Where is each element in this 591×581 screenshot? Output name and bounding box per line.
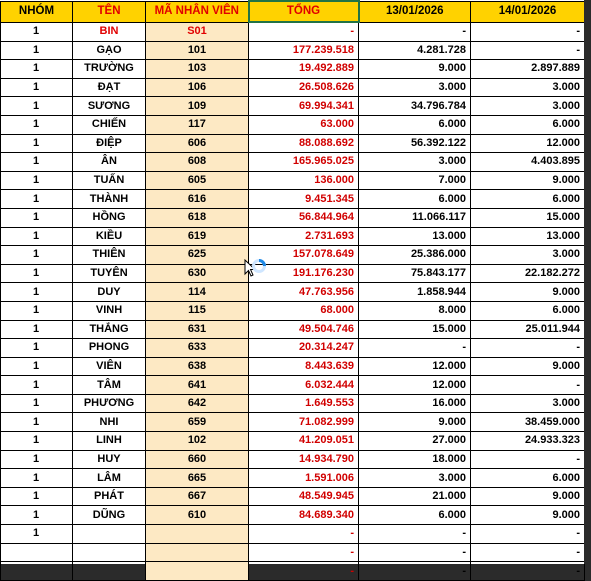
cell-ten[interactable]: VIÊN (73, 357, 146, 376)
cell-nhom[interactable]: 1 (1, 171, 73, 190)
cell-14-01[interactable]: - (471, 543, 585, 562)
cell-ma-nhan-vien[interactable] (146, 562, 249, 581)
cell-ten[interactable]: GẠO (73, 41, 146, 60)
cell-nhom[interactable]: 1 (1, 190, 73, 209)
cell-ma-nhan-vien[interactable]: 616 (146, 190, 249, 209)
cell-ten[interactable]: TÂM (73, 376, 146, 395)
header-tong[interactable]: TỔNG (249, 1, 359, 22)
header-ma-nhan-vien[interactable]: MÃ NHÂN VIÊN (146, 1, 249, 22)
table-row (1, 506, 585, 525)
cell-13-01[interactable]: 4.281.728 (359, 41, 471, 60)
cell-ten[interactable]: ÂN (73, 153, 146, 172)
cell-ma-nhan-vien[interactable]: 641 (146, 376, 249, 395)
cell-14-01[interactable]: - (471, 41, 585, 60)
cell-ten[interactable]: THIÊN (73, 246, 146, 265)
cell-tong[interactable]: 136.000 (249, 171, 359, 190)
cell-13-01[interactable]: 16.000 (359, 394, 471, 413)
cell-13-01[interactable]: 56.392.122 (359, 134, 471, 153)
cell-ma-nhan-vien[interactable]: 605 (146, 171, 249, 190)
table-row (1, 394, 585, 413)
cell-ma-nhan-vien[interactable]: 103 (146, 60, 249, 79)
table-row (1, 376, 585, 395)
cell-tong[interactable]: 56.844.964 (249, 208, 359, 227)
cell-ma-nhan-vien[interactable] (146, 543, 249, 562)
cell-ma-nhan-vien[interactable]: 638 (146, 357, 249, 376)
cell-nhom[interactable]: 1 (1, 339, 73, 358)
cell-14-01[interactable]: 9.000 (471, 506, 585, 525)
cell-ten[interactable] (73, 562, 146, 581)
cell-14-01[interactable]: - (471, 562, 585, 581)
cell-13-01[interactable]: - (359, 562, 471, 581)
cell-nhom[interactable]: 1 (1, 97, 73, 116)
cell-tong[interactable]: 26.508.626 (249, 78, 359, 97)
cell-nhom[interactable]: 1 (1, 525, 73, 544)
cell-ma-nhan-vien[interactable]: 619 (146, 227, 249, 246)
cell-14-01[interactable]: 6.000 (471, 469, 585, 488)
cell-13-01[interactable]: 75.843.177 (359, 264, 471, 283)
cell-nhom[interactable]: 1 (1, 301, 73, 320)
cell-14-01[interactable]: 2.897.889 (471, 60, 585, 79)
cell-tong[interactable]: 71.082.999 (249, 413, 359, 432)
table-row (1, 264, 585, 283)
cell-tong[interactable]: 20.314.247 (249, 339, 359, 358)
cell-ma-nhan-vien[interactable]: 630 (146, 264, 249, 283)
table-row (1, 413, 585, 432)
cell-tong[interactable]: 88.088.692 (249, 134, 359, 153)
cell-13-01[interactable]: 9.000 (359, 60, 471, 79)
cell-ten[interactable] (73, 525, 146, 544)
table-row (1, 469, 585, 488)
header-row (1, 1, 585, 22)
table-row (1, 487, 585, 506)
cell-tong[interactable]: 6.032.444 (249, 376, 359, 395)
cell-ten[interactable]: PHONG (73, 339, 146, 358)
cell-ten[interactable]: CHIẾN (73, 115, 146, 134)
cell-ma-nhan-vien[interactable]: 117 (146, 115, 249, 134)
cell-ma-nhan-vien[interactable]: 102 (146, 432, 249, 451)
cell-13-01[interactable]: 7.000 (359, 171, 471, 190)
table-row (1, 432, 585, 451)
cell-nhom[interactable]: 1 (1, 60, 73, 79)
cell-nhom[interactable] (1, 562, 73, 581)
cell-nhom[interactable]: 1 (1, 283, 73, 302)
cell-13-01[interactable]: 3.000 (359, 78, 471, 97)
cell-14-01[interactable]: - (471, 339, 585, 358)
cell-ma-nhan-vien[interactable]: 618 (146, 208, 249, 227)
cell-tong[interactable]: 191.176.230 (249, 264, 359, 283)
cell-ten[interactable]: VINH (73, 301, 146, 320)
table-row (1, 227, 585, 246)
cell-tong[interactable]: - (249, 22, 359, 41)
cell-nhom[interactable]: 1 (1, 208, 73, 227)
cell-ten[interactable]: TUYÊN (73, 264, 146, 283)
cell-nhom[interactable]: 1 (1, 450, 73, 469)
cell-tong[interactable]: 1.591.006 (249, 469, 359, 488)
cell-tong[interactable]: 177.239.518 (249, 41, 359, 60)
cell-nhom[interactable]: 1 (1, 376, 73, 395)
cell-tong[interactable]: 8.443.639 (249, 357, 359, 376)
cell-nhom[interactable]: 1 (1, 394, 73, 413)
cell-14-01[interactable]: - (471, 376, 585, 395)
cell-ten[interactable]: DŨNG (73, 506, 146, 525)
cell-nhom[interactable]: 1 (1, 469, 73, 488)
table-row (1, 283, 585, 302)
cell-ma-nhan-vien[interactable]: 109 (146, 97, 249, 116)
cell-ten[interactable]: TRƯỜNG (73, 60, 146, 79)
cell-ma-nhan-vien[interactable]: 631 (146, 320, 249, 339)
cell-ma-nhan-vien[interactable]: S01 (146, 22, 249, 41)
cell-nhom[interactable]: 1 (1, 78, 73, 97)
cell-14-01[interactable]: 13.000 (471, 227, 585, 246)
cell-ten[interactable]: PHƯƠNG (73, 394, 146, 413)
table-row (1, 134, 585, 153)
cell-nhom[interactable]: 1 (1, 41, 73, 60)
table-row (1, 320, 585, 339)
cell-13-01[interactable]: - (359, 525, 471, 544)
cell-ma-nhan-vien[interactable]: 115 (146, 301, 249, 320)
header-date-13[interactable]: 13/01/2026 (359, 1, 471, 22)
cell-tong[interactable]: 47.763.956 (249, 283, 359, 302)
cell-ten[interactable]: THẮNG (73, 320, 146, 339)
cell-14-01[interactable]: 9.000 (471, 171, 585, 190)
cell-ma-nhan-vien[interactable]: 101 (146, 41, 249, 60)
cell-ma-nhan-vien[interactable] (146, 525, 249, 544)
cell-ma-nhan-vien[interactable]: 642 (146, 394, 249, 413)
table-body (1, 22, 585, 580)
cell-13-01[interactable]: 9.000 (359, 413, 471, 432)
cell-tong[interactable]: 48.549.945 (249, 487, 359, 506)
cell-tong[interactable]: 63.000 (249, 115, 359, 134)
cell-ten[interactable]: NHI (73, 413, 146, 432)
cell-14-01[interactable]: 3.000 (471, 246, 585, 265)
cell-tong[interactable]: 157.078.649 (249, 246, 359, 265)
cell-nhom[interactable]: 1 (1, 22, 73, 41)
cell-14-01[interactable]: 3.000 (471, 78, 585, 97)
cell-14-01[interactable]: 6.000 (471, 115, 585, 134)
cell-13-01[interactable]: 18.000 (359, 450, 471, 469)
table-row (1, 450, 585, 469)
cell-ten[interactable]: PHÁT (73, 487, 146, 506)
table-row (1, 171, 585, 190)
cell-tong[interactable]: - (249, 562, 359, 581)
cell-14-01[interactable]: 9.000 (471, 487, 585, 506)
cell-13-01[interactable]: 3.000 (359, 469, 471, 488)
cell-nhom[interactable]: 1 (1, 432, 73, 451)
cell-ten[interactable]: DUY (73, 283, 146, 302)
table-row (1, 562, 585, 581)
cell-13-01[interactable]: 13.000 (359, 227, 471, 246)
cell-13-01[interactable]: 12.000 (359, 357, 471, 376)
cell-nhom[interactable]: 1 (1, 413, 73, 432)
cell-nhom[interactable]: 1 (1, 153, 73, 172)
cell-ma-nhan-vien[interactable]: 606 (146, 134, 249, 153)
cell-14-01[interactable]: 6.000 (471, 301, 585, 320)
cell-nhom[interactable]: 1 (1, 506, 73, 525)
cell-13-01[interactable]: 3.000 (359, 153, 471, 172)
cell-14-01[interactable]: 4.403.895 (471, 153, 585, 172)
cell-14-01[interactable]: 12.000 (471, 134, 585, 153)
cell-nhom[interactable]: 1 (1, 264, 73, 283)
cell-13-01[interactable]: 6.000 (359, 190, 471, 209)
cell-tong[interactable]: 41.209.051 (249, 432, 359, 451)
cell-13-01[interactable]: 1.858.944 (359, 283, 471, 302)
cell-14-01[interactable]: 24.933.323 (471, 432, 585, 451)
header-ten[interactable]: TÊN (73, 1, 146, 22)
cell-tong[interactable]: 68.000 (249, 301, 359, 320)
cell-14-01[interactable]: 22.182.272 (471, 264, 585, 283)
table-row (1, 525, 585, 544)
cell-13-01[interactable]: 15.000 (359, 320, 471, 339)
cell-14-01[interactable]: 3.000 (471, 97, 585, 116)
table-row (1, 60, 585, 79)
cell-13-01[interactable]: 21.000 (359, 487, 471, 506)
cell-13-01[interactable]: 12.000 (359, 376, 471, 395)
cell-ten[interactable]: HUY (73, 450, 146, 469)
cell-tong[interactable]: 19.492.889 (249, 60, 359, 79)
cell-ten[interactable]: LINH (73, 432, 146, 451)
cell-tong[interactable]: 49.504.746 (249, 320, 359, 339)
cell-nhom[interactable]: 1 (1, 246, 73, 265)
cell-13-01[interactable]: 11.066.117 (359, 208, 471, 227)
cell-14-01[interactable]: 6.000 (471, 190, 585, 209)
cell-14-01[interactable]: - (471, 450, 585, 469)
cell-ten[interactable]: TUẤN (73, 171, 146, 190)
table-row (1, 208, 585, 227)
table-row (1, 22, 585, 41)
cell-nhom[interactable]: 1 (1, 115, 73, 134)
cell-13-01[interactable]: 6.000 (359, 115, 471, 134)
cell-ma-nhan-vien[interactable]: 106 (146, 78, 249, 97)
cell-tong[interactable]: - (249, 543, 359, 562)
window-edge (584, 0, 591, 564)
cell-ten[interactable] (73, 543, 146, 562)
cell-ten[interactable]: KIỀU (73, 227, 146, 246)
cell-14-01[interactable]: 38.459.000 (471, 413, 585, 432)
header-date-14[interactable]: 14/01/2026 (471, 1, 585, 22)
cell-ma-nhan-vien[interactable]: 610 (146, 506, 249, 525)
cell-tong[interactable]: 84.689.340 (249, 506, 359, 525)
header-nhom[interactable]: NHÓM (1, 1, 73, 22)
cell-ten[interactable]: THÀNH (73, 190, 146, 209)
cell-13-01[interactable]: 25.386.000 (359, 246, 471, 265)
cell-14-01[interactable]: - (471, 22, 585, 41)
cell-13-01[interactable]: 27.000 (359, 432, 471, 451)
table-row (1, 357, 585, 376)
cell-nhom[interactable]: 1 (1, 227, 73, 246)
cell-14-01[interactable]: 9.000 (471, 283, 585, 302)
cell-tong[interactable]: 14.934.790 (249, 450, 359, 469)
cell-ma-nhan-vien[interactable]: 659 (146, 413, 249, 432)
cell-14-01[interactable]: - (471, 525, 585, 544)
cell-ma-nhan-vien[interactable]: 633 (146, 339, 249, 358)
cell-14-01[interactable]: 9.000 (471, 357, 585, 376)
cell-tong[interactable]: 9.451.345 (249, 190, 359, 209)
cell-ten[interactable]: ĐIỆP (73, 134, 146, 153)
cell-nhom[interactable]: 1 (1, 134, 73, 153)
table-row (1, 246, 585, 265)
cell-ma-nhan-vien[interactable]: 608 (146, 153, 249, 172)
table-row (1, 115, 585, 134)
cell-nhom[interactable] (1, 543, 73, 562)
cell-tong[interactable]: 165.965.025 (249, 153, 359, 172)
table-row (1, 41, 585, 60)
cell-nhom[interactable]: 1 (1, 357, 73, 376)
cell-14-01[interactable]: 25.011.944 (471, 320, 585, 339)
table-row (1, 190, 585, 209)
table-row (1, 301, 585, 320)
cell-nhom[interactable]: 1 (1, 487, 73, 506)
cell-13-01[interactable]: 34.796.784 (359, 97, 471, 116)
cell-tong[interactable]: 69.994.341 (249, 97, 359, 116)
cell-14-01[interactable]: 15.000 (471, 208, 585, 227)
cell-ten[interactable]: LÂM (73, 469, 146, 488)
table-row (1, 153, 585, 172)
cell-ten[interactable]: BIN (73, 22, 146, 41)
cell-13-01[interactable]: 8.000 (359, 301, 471, 320)
cell-14-01[interactable]: 3.000 (471, 394, 585, 413)
cell-13-01[interactable]: - (359, 339, 471, 358)
cell-tong[interactable]: 2.731.693 (249, 227, 359, 246)
cell-tong[interactable]: 1.649.553 (249, 394, 359, 413)
cell-ten[interactable]: HỒNG (73, 208, 146, 227)
cell-ten[interactable]: ĐẠT (73, 78, 146, 97)
table-row (1, 78, 585, 97)
cell-ma-nhan-vien[interactable]: 665 (146, 469, 249, 488)
cell-13-01[interactable]: 6.000 (359, 506, 471, 525)
table-row (1, 543, 585, 562)
cell-ma-nhan-vien[interactable]: 667 (146, 487, 249, 506)
cell-13-01[interactable]: - (359, 22, 471, 41)
cell-13-01[interactable]: - (359, 543, 471, 562)
table-row (1, 97, 585, 116)
table-row (1, 339, 585, 358)
cell-ten[interactable]: SƯƠNG (73, 97, 146, 116)
cell-nhom[interactable]: 1 (1, 320, 73, 339)
cell-ma-nhan-vien[interactable]: 114 (146, 283, 249, 302)
cell-ma-nhan-vien[interactable]: 660 (146, 450, 249, 469)
cell-tong[interactable]: - (249, 525, 359, 544)
cell-ma-nhan-vien[interactable]: 625 (146, 246, 249, 265)
